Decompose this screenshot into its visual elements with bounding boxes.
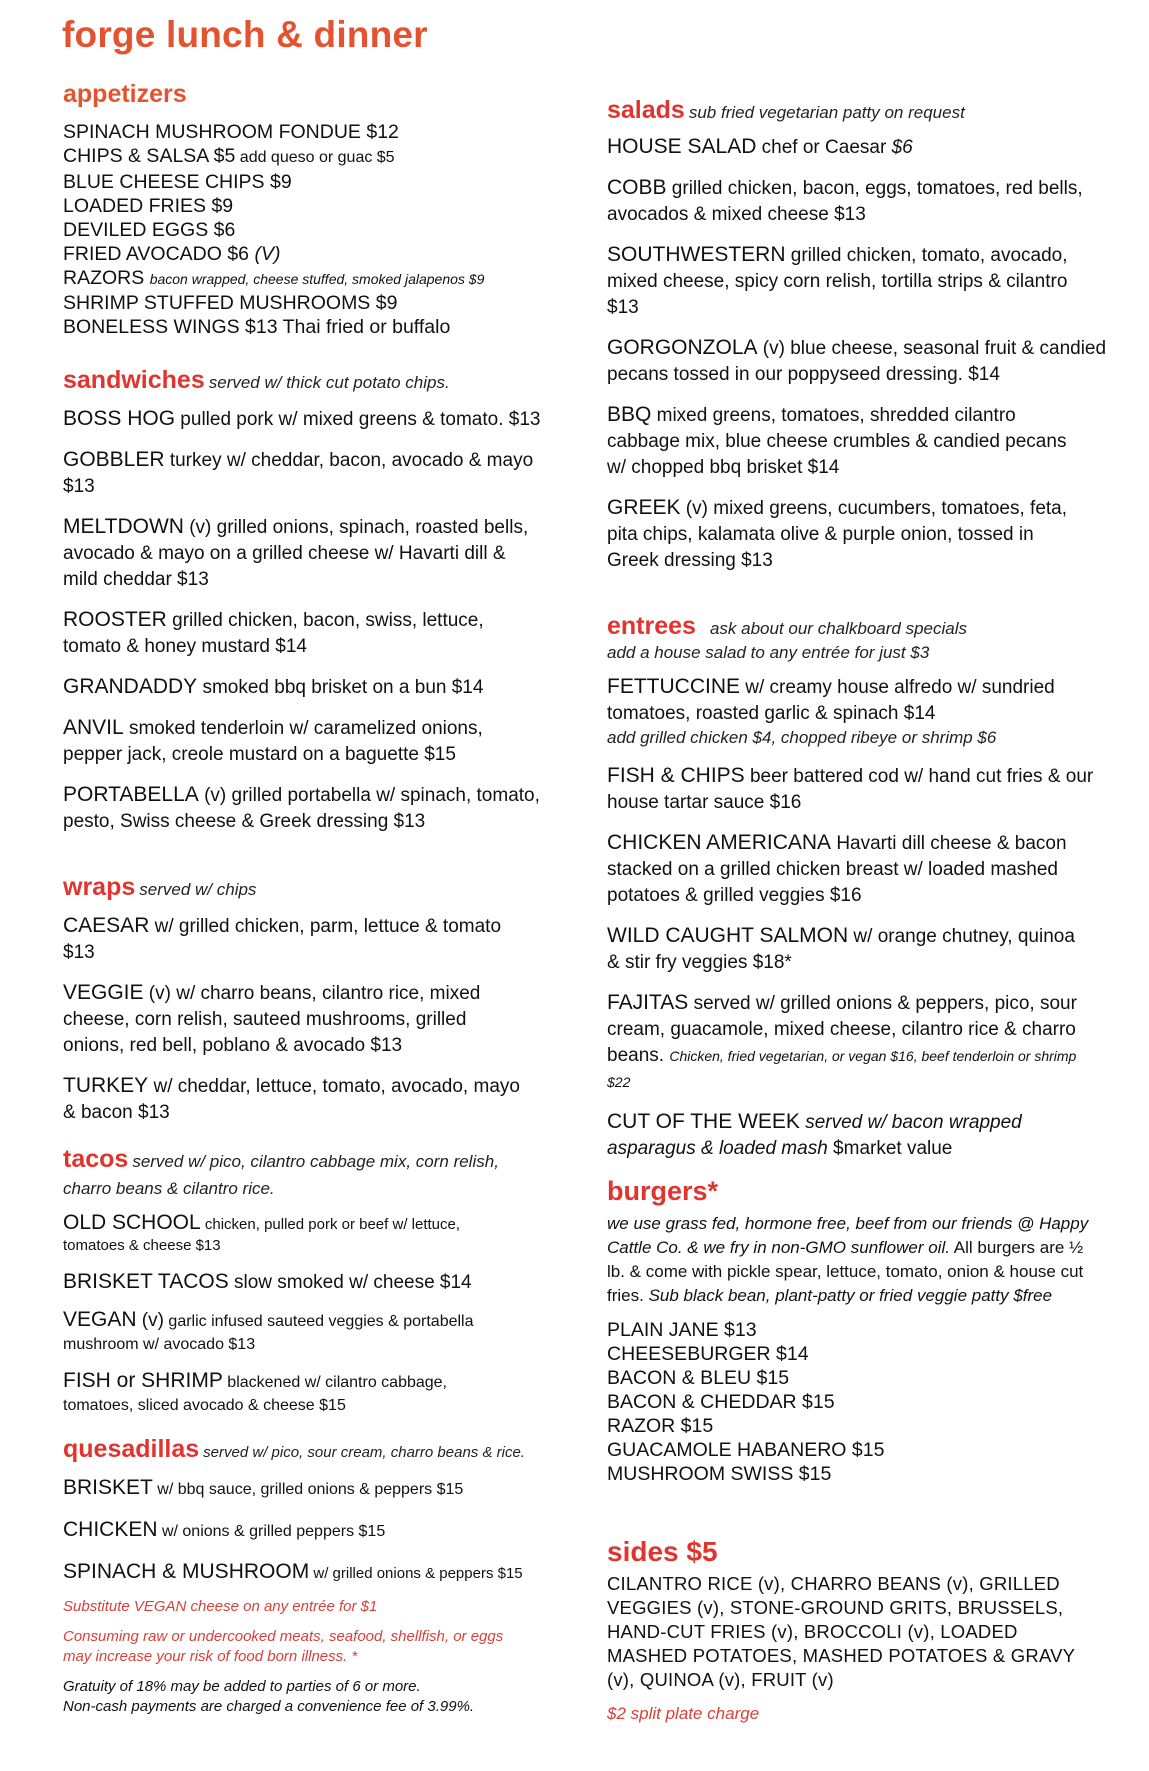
sides-section [607, 1536, 1087, 1724]
tacos-section [63, 1145, 513, 1417]
vegan-cheese-note: Substitute VEGAN cheese on any entrée for $1 [63, 1598, 378, 1615]
salads-subtitle: sub fried vegetarian patty on request [688, 103, 965, 122]
menu-item: CUT OF THE WEEK served w/ bacon wrapped asparagus & loaded mash $market value [607, 1110, 1022, 1159]
appetizers-section [63, 80, 583, 339]
menu-item: COBB grilled chicken, bacon, eggs, tomatoes, red bells, avocados & mixed cheese $13 [607, 176, 1083, 225]
sides-heading: sides $5 [607, 1536, 718, 1567]
tacos-subtitle: served w/ pico, cilantro cabbage mix, corn relish, charro beans & cilantro rice. [63, 1152, 499, 1198]
menu-item: RAZOR $15 [607, 1415, 714, 1437]
menu-item: CHEESEBURGER $14 [607, 1343, 809, 1365]
quesadillas-subtitle: served w/ pico, sour cream, charro beans & rice. [203, 1444, 525, 1461]
menu-item: VEGGIE (v) w/ charro beans, cilantro rice, mixed cheese, corn relish, sauteed mushrooms, grilled onions, red bell, poblano & avocado $13 [63, 981, 481, 1056]
appetizers-heading: appetizers [63, 80, 187, 108]
menu-item: CHIPS & SALSA $5 add queso or guac $5 [63, 145, 395, 167]
burgers-description: we use grass fed, hormone free, beef from our friends @ Happy Cattle Co. & we fry in non-GMO sunflower oil. All burgers are ½ lb. & come with pickle spear, lettuce, tomato, onion & house cut fries. Sub black bean, plant-patty or fried veggie patty $free [607, 1214, 1089, 1305]
menu-item: FISH or SHRIMP blackened w/ cilantro cabbage, tomatoes, sliced avocado & cheese $15 [63, 1369, 447, 1414]
quesadillas-section [63, 1435, 583, 1717]
menu-item: RAZORS bacon wrapped, cheese stuffed, smoked jalapenos $9 [63, 267, 485, 289]
menu-item: FETTUCCINE w/ creamy house alfredo w/ sundried tomatoes, roasted garlic & spinach $14 add grilled chicken $4, chopped ribeye or shrimp $6 [607, 675, 1055, 747]
burgers-section [607, 1176, 1097, 1486]
menu-item: ROOSTER grilled chicken, bacon, swiss, lettuce, tomato & honey mustard $14 [63, 608, 484, 657]
sandwiches-subtitle: served w/ thick cut potato chips. [208, 373, 450, 392]
wraps-subtitle: served w/ chips [139, 880, 257, 899]
menu-item: BBQ mixed greens, tomatoes, shredded cilantro cabbage mix, blue cheese crumbles & candied pecans w/ chopped bbq brisket $14 [607, 403, 1067, 478]
menu-item: PORTABELLA (v) grilled portabella w/ spinach, tomato, pesto, Swiss cheese & Greek dressing $13 [63, 783, 540, 832]
menu-item: BACON & CHEDDAR $15 [607, 1391, 835, 1413]
menu-item: PLAIN JANE $13 [607, 1319, 757, 1341]
quesadillas-heading: quesadillas [63, 1435, 200, 1463]
tacos-heading: tacos [63, 1145, 129, 1173]
menu-item: CHICKEN AMERICANA Havarti dill cheese & bacon stacked on a grilled chicken breast w/ loaded mashed potatoes & grilled veggies $16 [607, 831, 1067, 906]
menu-item: CHICKEN w/ onions & grilled peppers $15 [63, 1518, 386, 1541]
menu-item: GORGONZOLA (v) blue cheese, seasonal fruit & candied pecans tossed in our poppyseed dressing. $14 [607, 336, 1107, 385]
entrees-section [607, 612, 1107, 1162]
menu-item: HOUSE SALAD chef or Caesar $6 [607, 135, 913, 158]
menu-item: GUACAMOLE HABANERO $15 [607, 1439, 885, 1461]
menu-title: forge lunch & dinner [62, 14, 428, 55]
menu-item: FRIED AVOCADO $6 (V) [63, 243, 281, 265]
salads-heading: salads [607, 96, 685, 124]
menu-item: TURKEY w/ cheddar, lettuce, tomato, avocado, mayo & bacon $13 [63, 1074, 520, 1123]
menu-item: FISH & CHIPS beer battered cod w/ hand cut fries & our house tartar sauce $16 [607, 764, 1094, 813]
entrees-subtitle: ask about our chalkboard specials [709, 619, 967, 638]
menu-item: GOBBLER turkey w/ cheddar, bacon, avocado & mayo $13 [63, 448, 534, 497]
menu-item: WILD CAUGHT SALMON w/ orange chutney, quinoa & stir fry veggies $18* [607, 924, 1075, 973]
wraps-section [63, 873, 523, 1126]
menu-item: LOADED FRIES $9 [63, 195, 234, 217]
menu-item: CAESAR w/ grilled chicken, parm, lettuce & tomato $13 [63, 914, 502, 963]
menu-item: GRANDADDY smoked bbq brisket on a bun $14 [63, 675, 484, 698]
entrees-note: add a house salad to any entrée for just $3 [607, 643, 930, 662]
entrees-heading: entrees [607, 612, 696, 640]
gratuity-note: Gratuity of 18% may be added to parties of 6 or more. [63, 1678, 421, 1695]
menu-item: BRISKET TACOS slow smoked w/ cheese $14 [63, 1270, 472, 1293]
sandwiches-section [63, 366, 543, 835]
menu-item: SPINACH MUSHROOM FONDUE $12 [63, 121, 399, 143]
burgers-list [607, 1318, 1097, 1486]
menu-item: SOUTHWESTERN grilled chicken, tomato, avocado, mixed cheese, spicy corn relish, tortilla strips & cilantro $13 [607, 243, 1068, 318]
salads-section [607, 96, 1107, 574]
menu-item: SPINACH & MUSHROOM w/ grilled onions & peppers $15 [63, 1560, 523, 1583]
split-plate-note: $2 split plate charge [607, 1704, 760, 1723]
burgers-heading: burgers* [607, 1176, 719, 1206]
menu-item: BRISKET w/ bbq sauce, grilled onions & peppers $15 [63, 1476, 464, 1499]
sandwiches-heading: sandwiches [63, 366, 205, 394]
menu-item: VEGAN (v) garlic infused sauteed veggies & portabella mushroom w/ avocado $13 [63, 1308, 474, 1353]
menu-item: BACON & BLEU $15 [607, 1367, 790, 1389]
menu-item: BLUE CHEESE CHIPS $9 [63, 171, 292, 193]
menu-item: BOSS HOG pulled pork w/ mixed greens & tomato. $13 [63, 407, 541, 430]
menu-item: BONELESS WINGS $13 Thai fried or buffalo [63, 316, 451, 338]
raw-food-warning: Consuming raw or undercooked meats, seafood, shellfish, or eggs may increase your risk of food born illness. * [63, 1628, 504, 1665]
menu-item: MUSHROOM SWISS $15 [607, 1463, 832, 1485]
menu-item: OLD SCHOOL chicken, pulled pork or beef w/ lettuce, tomatoes & cheese $13 [63, 1211, 461, 1254]
menu-item: GREEK (v) mixed greens, cucumbers, tomatoes, feta, pita chips, kalamata olive & purple onion, tossed in Greek dressing $13 [607, 496, 1068, 571]
wraps-heading: wraps [63, 873, 136, 901]
noncash-fee-note: Non-cash payments are charged a convenience fee of 3.99%. [63, 1698, 475, 1715]
menu-item: DEVILED EGGS $6 [63, 219, 236, 241]
menu-item: FAJITAS served w/ grilled onions & peppers, pico, sour cream, guacamole, mixed cheese, cilantro rice & charro beans. Chicken, fried vegetarian, or vegan $16, beef tenderloin or shrimp $22 [607, 991, 1077, 1090]
menu-item: ANVIL smoked tenderloin w/ caramelized onions, pepper jack, creole mustard on a baguette $15 [63, 716, 483, 765]
menu-item: SHRIMP STUFFED MUSHROOMS $9 [63, 292, 398, 314]
sides-list: CILANTRO RICE (v), CHARRO BEANS (v), GRILLED VEGGIES (v), STONE-GROUND GRITS, BRUSSELS, HAND-CUT FRIES (v), BROCCOLI (v), LOADED MASHED POTATOES, MASHED POTATOES & GRAVY (v), QUINOA (v), FRUIT (v) [607, 1573, 1075, 1690]
menu-item: MELTDOWN (v) grilled onions, spinach, roasted bells, avocado & mayo on a grilled cheese w/ Havarti dill & mild cheddar $13 [63, 515, 529, 590]
